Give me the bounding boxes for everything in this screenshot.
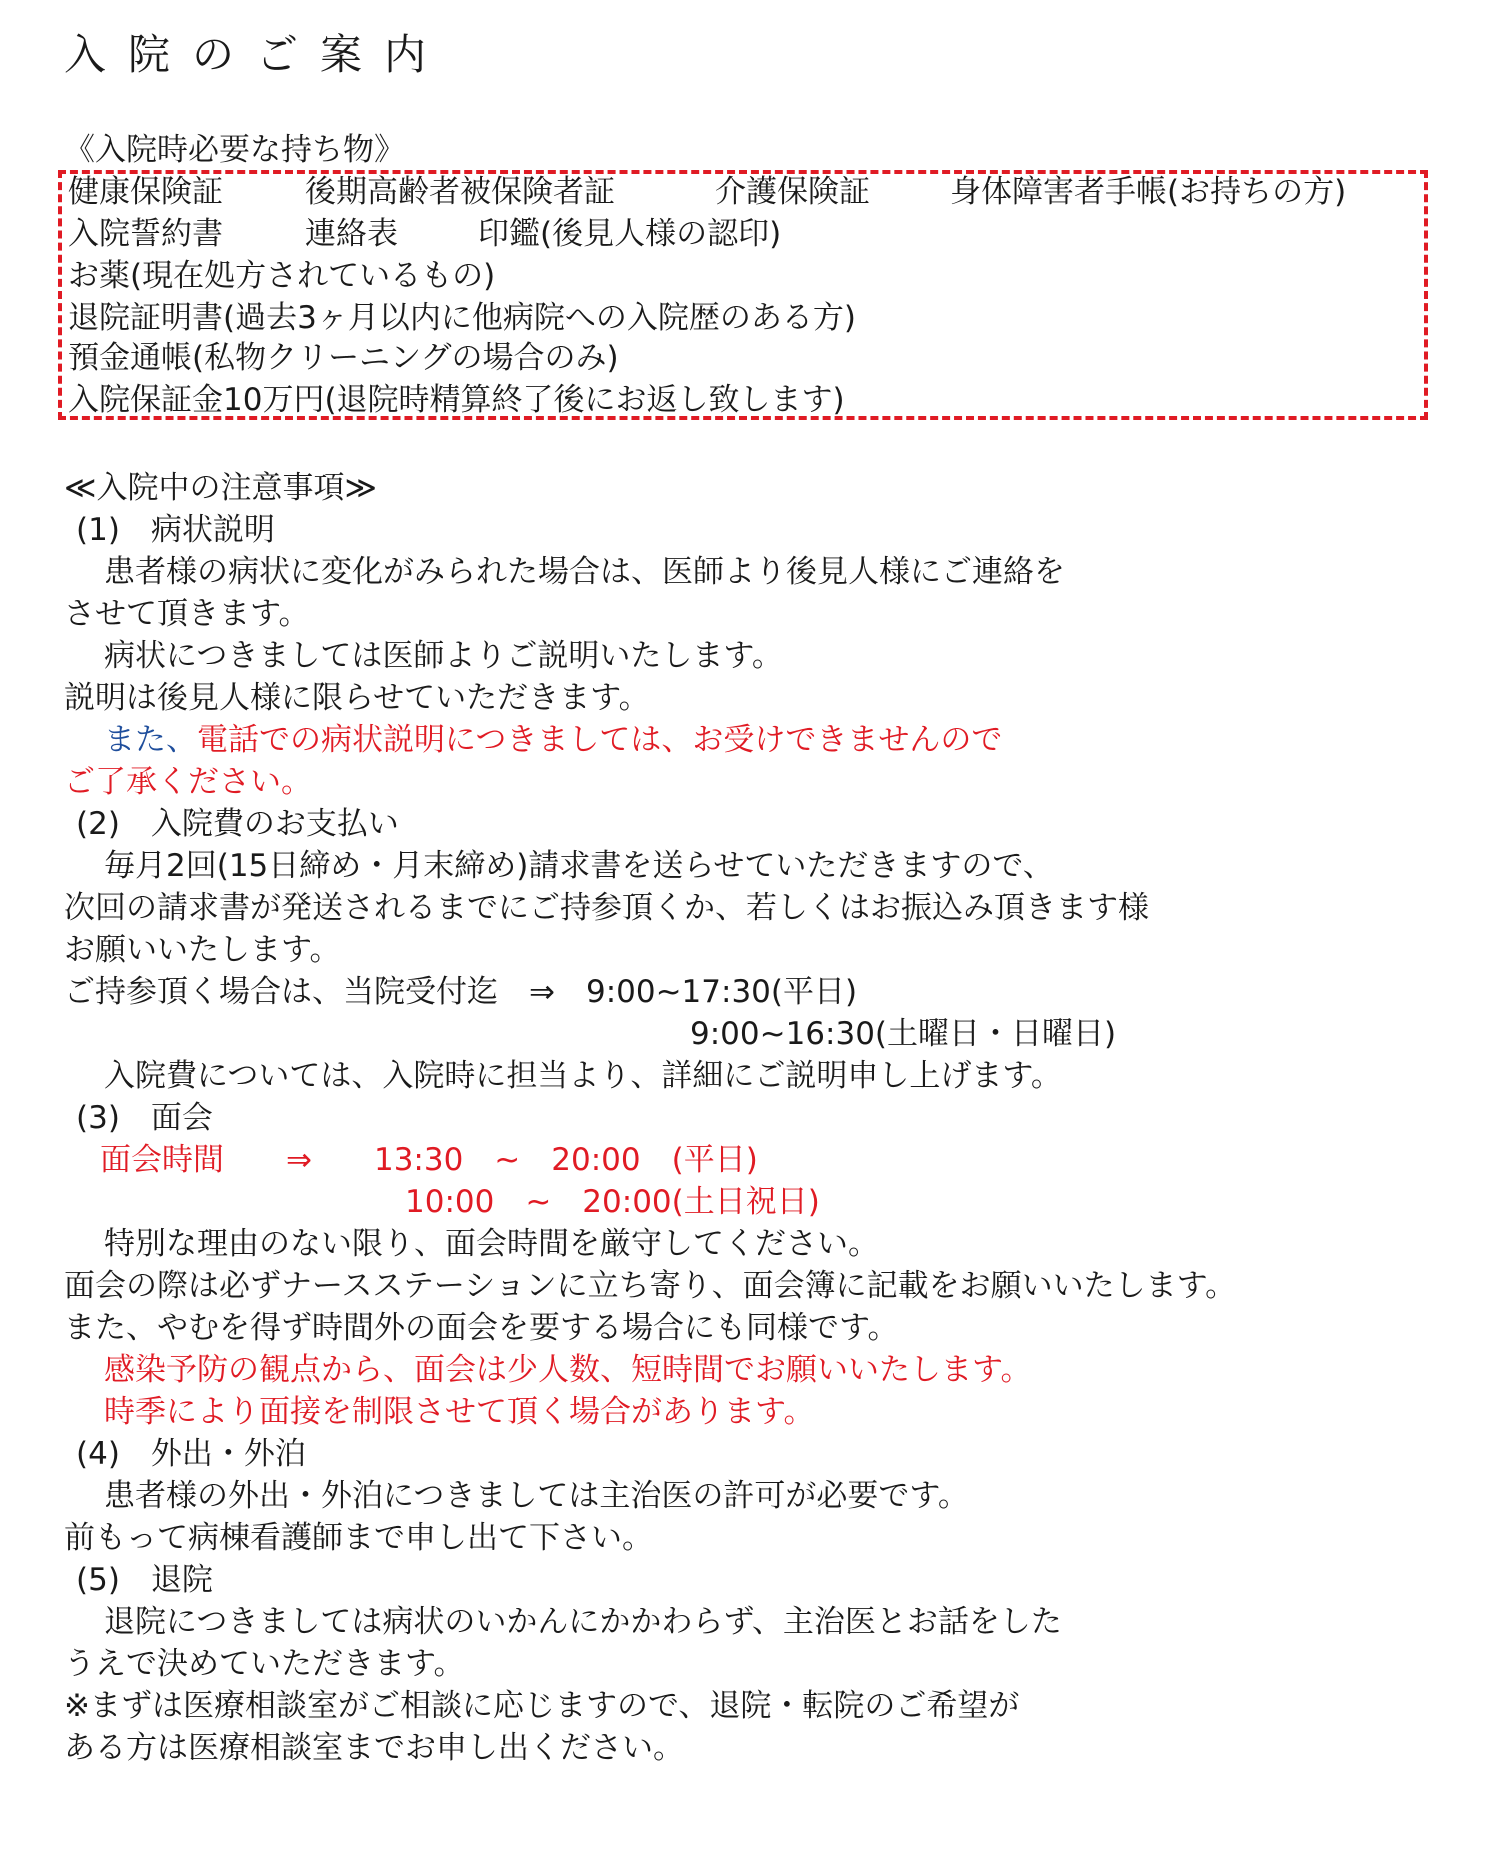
belongings-item: 連絡表 [305,216,398,252]
text-line: 説明は後見人様に限らせていただきます。 [64,680,650,716]
belongings-item: 入院保証金10万円(退院時精算終了後にお返し致します) [68,382,845,418]
section-title-discharge: (5) 退院 [76,1562,213,1598]
text-blue: また、 [104,722,197,758]
text-line: 病状につきましては医師よりご説明いたします。 [104,638,783,674]
text-line: 面会の際は必ずナースステーションに立ち寄り、面会簿に記載をお願いいたします。 [64,1268,1237,1304]
belongings-item: 身体障害者手帳(お持ちの方) [950,174,1347,210]
belongings-item: 入院誓約書 [68,216,223,252]
text-line: お願いいたします。 [64,932,341,968]
belongings-heading: 《入院時必要な持ち物》 [64,132,405,168]
page-title: 入院のご案内 [64,30,449,79]
text-red: ご了承ください。 [64,764,312,800]
visiting-hours-weekday: 面会時間 ⇒ 13:30 ~ 20:00 (平日) [100,1142,758,1178]
text-line: ※まずは医療相談室がご相談に応じますので、退院・転院のご希望が [64,1688,1020,1724]
belongings-item: 健康保険証 [68,174,223,210]
text-line: 患者様の病状に変化がみられた場合は、医師より後見人様にご連絡を [104,554,1065,590]
text-line: 特別な理由のない限り、面会時間を厳守してください。 [104,1226,879,1262]
belongings-item: お薬(現在処方されているもの) [68,258,496,294]
belongings-item: 後期高齢者被保険者証 [305,174,615,210]
text-line: 退院につきましては病状のいかんにかかわらず、主治医とお話をした [104,1604,1062,1640]
text-line: 9:00~16:30(土曜日・日曜日) [690,1016,1117,1052]
text-line: 次回の請求書が発送されるまでにご持参頂くか、若しくはお振込み頂きます様 [64,890,1149,926]
text-line: 患者様の外出・外泊につきましては主治医の許可が必要です。 [104,1478,969,1514]
belongings-item: 預金通帳(私物クリーニングの場合のみ) [68,340,619,376]
visiting-hours-holiday: 10:00 ~ 20:00(土日祝日) [405,1184,820,1220]
belongings-item: 介護保険証 [715,174,870,210]
text-red: 感染予防の観点から、面会は少人数、短時間でお願いいたします。 [104,1352,1032,1388]
text-line: 毎月2回(15日締め・月末締め)請求書を送らせていただきますので、 [104,848,1054,884]
text-red: 時季により面接を制限させて頂く場合があります。 [104,1394,815,1430]
text-red: 電話での病状説明につきましては、お受けできませんので [197,722,1003,758]
section-title-payment: (2) 入院費のお支払い [76,806,399,842]
section-title-outing: (4) 外出・外泊 [76,1436,306,1472]
notes-heading: ≪入院中の注意事項≫ [64,470,377,506]
text-line: また、やむを得ず時間外の面会を要する場合にも同様です。 [64,1310,899,1346]
section-title-condition: (1) 病状説明 [76,512,275,548]
section-title-visiting: (3) 面会 [76,1100,213,1136]
text-line: 入院費については、入院時に担当より、詳細にご説明申し上げます。 [104,1058,1062,1094]
text-line: ご持参頂く場合は、当院受付迄 ⇒ 9:00~17:30(平日) [64,974,858,1010]
belongings-item: 退院証明書(過去3ヶ月以内に他病院への入院歴のある方) [68,300,856,336]
phone-notice-line [104,722,1002,758]
text-line: 前もって病棟看護師まで申し出て下さい。 [64,1520,653,1556]
belongings-item: 印鑑(後見人様の認印) [478,216,782,252]
text-line: ある方は医療相談室までお申し出ください。 [64,1730,684,1766]
text-line: うえで決めていただきます。 [64,1646,465,1682]
text-line: させて頂きます。 [64,596,310,632]
